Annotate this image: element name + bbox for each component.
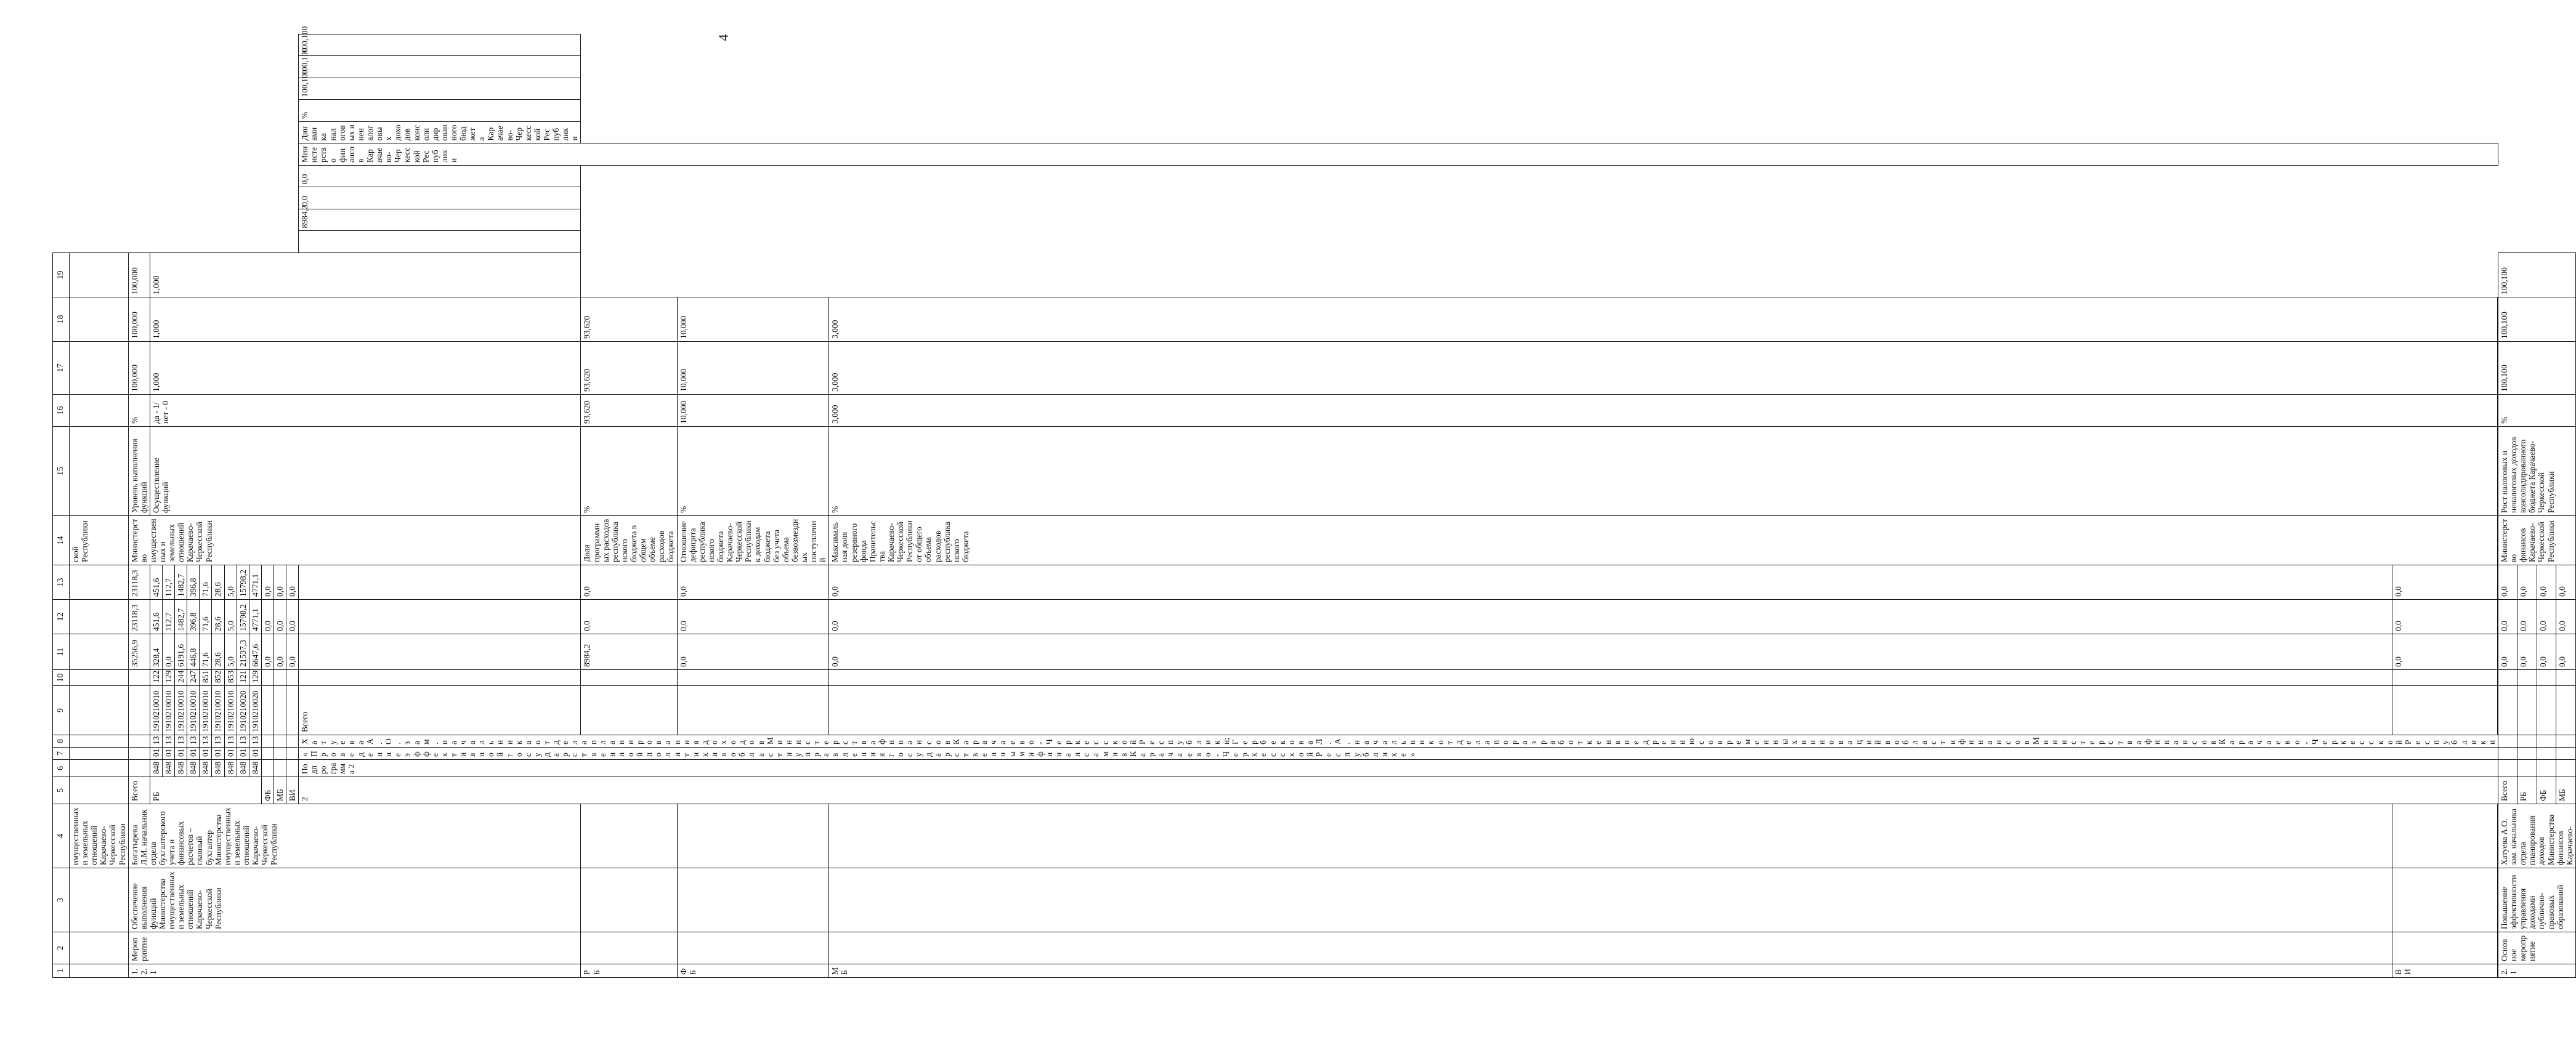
indicator-18: 10,000 (677, 342, 829, 395)
amount-12: 15798,2 (237, 600, 249, 634)
amount-13: 0,0 (677, 565, 829, 600)
col-header: 13 (53, 565, 70, 600)
indicator-17: 3,000 (829, 395, 2498, 427)
code-8: 13 (175, 735, 187, 748)
code-7: 01 (162, 748, 174, 760)
code-9: 1910210010 (175, 686, 187, 735)
col-header: 8 (53, 735, 70, 748)
indicator-name: Отношение дефицита республиканского бюджета Карачаево-Черкесской Республики к доходам бюджета без учета объема безвозмездных поступлений (677, 516, 829, 565)
code-8: 13 (162, 735, 174, 748)
code-9: 1910210020 (237, 686, 249, 735)
amount-12: 0,0 (829, 600, 2392, 634)
amount-11: 0,0 (2392, 634, 2497, 670)
amount-11: 0,0 (2556, 634, 2575, 670)
m21-row (2498, 34, 2517, 978)
source-label: ВИ (286, 777, 299, 804)
amount-13: 71,6 (200, 565, 212, 600)
indicator-name: Доля программных расходов республиканского бюджета в общем объеме расходов бюджета (581, 516, 677, 565)
amount-12: 1482,7 (175, 600, 187, 634)
col-header: 9 (53, 686, 70, 735)
source-label: РБ (581, 964, 677, 978)
code-6: 848 (200, 760, 212, 777)
responsible-continued: имущественных и земельных отношений Карачаево-Черкесской Республики (70, 804, 129, 868)
code-10: 122 (150, 670, 162, 686)
amount-11: 0,0 (677, 634, 829, 670)
source-label: ВИ (2392, 964, 2497, 978)
amount-12: 112,7 (162, 600, 174, 634)
indicator-19: 100,100 (299, 34, 581, 57)
source-label: ФБ (261, 777, 273, 804)
code-9: 1910210020 (249, 686, 261, 735)
indicator-name: Осуществление функций (150, 427, 581, 516)
code-10: 121 (237, 670, 249, 686)
indicator-18: 93,620 (581, 342, 677, 395)
amount-13: 451,6 (150, 565, 162, 600)
amount-13: 0,0 (273, 565, 286, 600)
amount-13: 0,0 (261, 565, 273, 600)
col-header: 5 (53, 777, 70, 804)
code-10: 853 (224, 670, 237, 686)
responsible: Богатырева Л.М. начальник отдела бухгалтерского учета и финансовых расчетов – главный бухгалтер Министерства имущественных и земельных отношений Карачаево-Черкесской Республики (128, 804, 581, 868)
amount-11: 71,6 (200, 634, 212, 670)
sp2-mb-row (829, 34, 2392, 978)
indicator-18: 100,000 (128, 297, 150, 342)
code-9: 1910210010 (224, 686, 237, 735)
code-9: 1910210010 (212, 686, 224, 735)
amount-13: 112,7 (162, 565, 174, 600)
indicator-unit: да - 1/ нет - 0 (150, 395, 581, 427)
col-header: 3 (53, 868, 70, 932)
indicator-unit: % (829, 427, 2498, 516)
source-label: Всего (2498, 777, 2517, 804)
amount-11: 0,0 (2517, 634, 2537, 670)
col-header: 11 (53, 634, 70, 670)
code-6: 848 (237, 760, 249, 777)
source-label: Всего (299, 686, 581, 735)
indicator-19: 100,100 (2498, 253, 2576, 297)
code-10: 129 (162, 670, 174, 686)
amount-11: 6191,6 (175, 634, 187, 670)
col-header: 4 (53, 804, 70, 868)
code-7: 01 (150, 748, 162, 760)
amount-12: 0,0 (2498, 600, 2517, 634)
amount-13: 1482,7 (175, 565, 187, 600)
code-10: 852 (212, 670, 224, 686)
source-label: РБ (2517, 777, 2537, 804)
code-10: 851 (200, 670, 212, 686)
indicator-name: Уровень выполнения функций (128, 427, 150, 516)
amount-13: 23118,3 (128, 565, 150, 600)
indicator-17: 100,000 (128, 342, 150, 395)
row-number: 1.2.1 (128, 964, 581, 978)
col-header: 14 (53, 516, 70, 565)
code-7: 01 (175, 748, 187, 760)
amount-13: 0,0 (581, 565, 677, 600)
row-number: 2.1 (2498, 964, 2576, 978)
amount-11: 328,4 (150, 634, 162, 670)
amount-11: 6647,6 (249, 634, 261, 670)
code-10: 244 (175, 670, 187, 686)
agency: Министерство финансов Карачаево-Черкесской Республики (299, 143, 2498, 166)
amount-13: 0,0 (2556, 565, 2575, 600)
indicator-17: 10,000 (677, 395, 829, 427)
amount-12: 0,0 (2392, 600, 2497, 634)
subprogram-name: «Проведение эффективной государственной политики в области управления государственными финансами в Карачаево-Черкесской Республике» (299, 748, 2498, 760)
code-8: 13 (237, 735, 249, 748)
code-9: 1910210010 (150, 686, 162, 735)
code-8: 13 (200, 735, 212, 748)
indicator-unit: % (2498, 395, 2576, 427)
page-number: 4 (715, 34, 731, 41)
amount-11: 8984,2 (299, 209, 581, 232)
col-header: 18 (53, 297, 70, 342)
indicator-18: 100,100 (299, 56, 581, 78)
indicator-18: 1,000 (150, 297, 581, 342)
amount-11: 35256,9 (128, 634, 150, 670)
amount-11: 8984,2 (581, 634, 677, 670)
col-header: 15 (53, 427, 70, 516)
amount-13: 5,0 (224, 565, 237, 600)
amount-13: 0,0 (2537, 565, 2556, 600)
code-10: 247 (187, 670, 200, 686)
indicator-name: Рост налоговых и неналоговых доходов консолидированного бюджета Карачаево-Черкесской Республики (2498, 427, 2576, 516)
amount-11: 5,0 (224, 634, 237, 670)
row-type: Подпрограмма 2 (299, 760, 2498, 777)
indicator-18: 100,100 (2498, 297, 2576, 342)
amount-13: 0,0 (286, 565, 299, 600)
amount-12: 0,0 (2556, 600, 2575, 634)
code-7: 01 (224, 748, 237, 760)
indicator-17: 100,100 (299, 78, 581, 100)
code-7: 01 (212, 748, 224, 760)
amount-13: 0,0 (2392, 565, 2497, 600)
responsible: Хатуева А.О. зам. начальника отдела планирования доходов Министерства финансов Карачаево- (2498, 804, 2576, 868)
source-label: ФБ (677, 964, 829, 978)
indicator-19: 10,000 (677, 297, 829, 342)
indicator-19: 93,620 (581, 297, 677, 342)
source-label: ФБ (2537, 777, 2556, 804)
amount-12: 4771,1 (249, 600, 261, 634)
indicator-17: 93,620 (581, 395, 677, 427)
amount-12: 396,8 (187, 600, 200, 634)
source-label: МБ (2556, 777, 2575, 804)
amount-11: 446,8 (187, 634, 200, 670)
code-8: 13 (212, 735, 224, 748)
amount-11: 21537,3 (237, 634, 249, 670)
program-table (52, 26, 2576, 978)
amount-12: 28,6 (212, 600, 224, 634)
source-label: РБ (150, 777, 261, 804)
amount-11: 0,0 (273, 634, 286, 670)
col-header: 19 (53, 253, 70, 297)
amount-13: 0,0 (299, 166, 581, 188)
row-number: 2 (299, 777, 2498, 804)
indicator-19: 100,000 (128, 253, 150, 297)
indicator-name: Максимальная доля резервного фонда Правительства Карачаево-Черкесской Республики от общего объема расходов республиканского бюджета (829, 516, 2498, 565)
source-label: Всего (128, 777, 150, 804)
code-8: 13 (224, 735, 237, 748)
amount-11: 0,0 (2498, 634, 2517, 670)
amount-11: 0,0 (162, 634, 174, 670)
code-7: 01 (237, 748, 249, 760)
col-header: 1 (53, 964, 70, 978)
code-9: 1910210010 (187, 686, 200, 735)
amount-12: 0,0 (581, 600, 677, 634)
code-8: 13 (150, 735, 162, 748)
amount-12: 0,0 (677, 600, 829, 634)
amount-11: 28,6 (212, 634, 224, 670)
indicator-unit: % (128, 395, 150, 427)
amount-12: 0,0 (261, 600, 273, 634)
amount-13: 15798,2 (237, 565, 249, 600)
agency-continued: ской Республики (70, 516, 129, 565)
amount-12: 0,0 (2537, 600, 2556, 634)
indicator-unit: % (581, 427, 677, 516)
indicator-18: 3,000 (829, 342, 2498, 395)
code-7: 01 (249, 748, 261, 760)
source-label: МБ (829, 964, 2392, 978)
code-9: 1910210010 (200, 686, 212, 735)
indicator-17: 1,000 (150, 342, 581, 395)
code-8: 13 (249, 735, 261, 748)
code-9: 1910210010 (162, 686, 174, 735)
code-6: 848 (224, 760, 237, 777)
code-6: 848 (162, 760, 174, 777)
measure-name: Обеспечение выполнения функций Министерства имущественных и земельных отношений Карачаево-Черкесской Республики (128, 868, 581, 932)
amount-13: 0,0 (829, 565, 2392, 600)
col-header: 12 (53, 600, 70, 634)
amount-12: 0,0 (299, 187, 581, 209)
code-10: 129 (249, 670, 261, 686)
amount-12: 451,6 (150, 600, 162, 634)
indicator-19: 3,000 (829, 297, 2498, 342)
col-header: 17 (53, 342, 70, 395)
source-label: МБ (273, 777, 286, 804)
continuation-row (70, 34, 129, 978)
amount-13: 0,0 (2517, 565, 2537, 600)
amount-12: 23118,3 (128, 600, 150, 634)
amount-12: 0,0 (2517, 600, 2537, 634)
indicator-19: 1,000 (150, 253, 581, 297)
amount-12: 0,0 (286, 600, 299, 634)
amount-13: 396,8 (187, 565, 200, 600)
amount-13: 0,0 (2498, 565, 2517, 600)
col-header: 2 (53, 932, 70, 964)
code-7: 01 (187, 748, 200, 760)
indicator-17: 100,100 (2498, 342, 2576, 395)
sp2-fb-row (677, 34, 829, 978)
agency: Министерство имущественных и земельных отношений Карачаево-Черкесской Республики (128, 516, 581, 565)
code-8: 13 (187, 735, 200, 748)
col-header: 10 (53, 670, 70, 686)
row-type: Основное мероприятие (2498, 932, 2576, 964)
measure-name: Повышение эффективности управления доходами публично-правовых образований (2498, 868, 2576, 932)
amount-13: 28,6 (212, 565, 224, 600)
amount-12: 5,0 (224, 600, 237, 634)
amount-13: 4771,1 (249, 565, 261, 600)
code-6: 848 (249, 760, 261, 777)
row-type: Мероприятие (128, 932, 581, 964)
code-6: 848 (150, 760, 162, 777)
sp2-rb-row (581, 34, 677, 978)
amount-11: 0,0 (286, 634, 299, 670)
code-6: 848 (175, 760, 187, 777)
code-7: 01 (200, 748, 212, 760)
col-header: 6 (53, 760, 70, 777)
column-number-row (53, 34, 70, 978)
code-6: 848 (212, 760, 224, 777)
amount-12: 71,6 (200, 600, 212, 634)
agency: Министерство финансов Карачаево-Черкесской Республики (2498, 516, 2576, 565)
amount-11: 0,0 (2537, 634, 2556, 670)
col-header: 7 (53, 748, 70, 760)
rotated-table-page (52, 26, 2574, 978)
indicator-unit: % (677, 427, 829, 516)
amount-12: 0,0 (273, 600, 286, 634)
m121-total-row (128, 34, 150, 978)
indicator-name: Динамика налоговых и неналоговых доходов консолидированного бюджета Карачаево-Черкесской Республики (299, 122, 581, 144)
col-header: 16 (53, 395, 70, 427)
code-6: 848 (187, 760, 200, 777)
amount-11: 0,0 (261, 634, 273, 670)
amount-11: 0,0 (829, 634, 2392, 670)
indicator-unit: % (299, 100, 581, 122)
responsible: Хатуева А.О. зам. начальника отдела планирования доходов Министерства финансов Карачаево-Черкесской Республики; Гербекова Л.А. начальник отдела по разработке и внедрению современных инноваций в области финансов Министерства финансов Карачаево-Черкесской Республики (299, 735, 2498, 748)
